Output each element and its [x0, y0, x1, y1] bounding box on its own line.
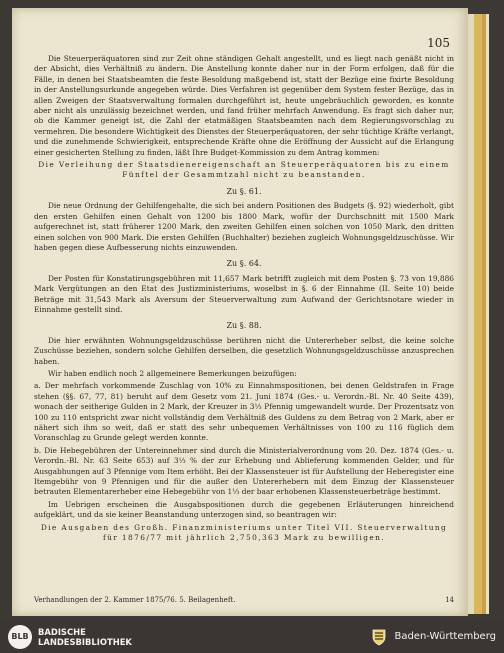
book-binding-edge: [474, 14, 482, 614]
library-name-line2: LANDESBIBLIOTHEK: [38, 636, 132, 647]
remark-list: [34, 381, 454, 497]
library-name-line1: BADISCHE: [38, 626, 86, 637]
remark-item: a. Der mehrfach vorkommende Zuschlag von 10% zu Einnahmspositionen, bei denen Geldstrafen in Frage stehen (§§. 67, 77, 81) beruht auf dem Gesetz vom 21. Juni 1874 (Ges.- u. Verordn.-Bl. Nr. 40 Seite 439), wonach der seitherige Gulden in 2 Mark, der Kreuzer in 3⅓ Pfennig umgewandelt wurde. Der Prozentsatz von 100 zu 110 entspricht zwar nicht vollständig dem Verhältniß des Guldens zu dem Betrag von 2 Mark, aber er nähert sich ihm so weit, daß er statt des sehr unbequemen Verhältnisses von 100 zu 116 füglich dem Voranschlag zu Grunde gelegt werden konnte.: [34, 381, 454, 443]
page-content: [34, 54, 454, 545]
footer-right: 14: [445, 596, 454, 604]
document-page: [12, 8, 468, 616]
section-heading: Zu §. 88.: [226, 321, 262, 331]
page-number: 105: [427, 36, 450, 50]
intro-paragraph: Die Steuerperäquatoren sind zur Zeit ohne ständigen Gehalt angestellt, und es liegt nach genäßt nicht in der Absicht, dies Verhältniß zu ändern. Die Anstellung konnte daher nur in der Form erfolgen, daß für die Fälle, in denen bei Staatsbeamten die feste Besoldung maßgebend ist, statt der Bezüge eine fixirte Besoldung in der Anstellungsurkunde angegeben würde. Dies Verfahren ist gegenüber dem System fester Bezüge, das in allen Zweigen der Staatsverwaltung formalen durchgeführt ist, heute ungebräuchlich geworden, es konnte aber nicht als unzulässig bezeichnet werden, und fand früher mehrfach Anwendung. Es fragt sich daher nur, ob die Kammer geneigt ist, die Zahl der etatmäßigen Staatsbeamten nach dem Regierungsvorschlag zu vermehren. Die besondere Wichtigkeit des Dienstes der Steuerperäquatoren, der sehr tüchtige Kräfte verlangt, und die zunehmende Schwierigkeit, entsprechende Kräfte ohne die Eröffnung der Aussicht auf die Erlangung einer gesicherten Stellung zu finden, läßt Ihre Budget-Kommission zu dem Antrag kommen:: [34, 54, 454, 157]
remark-item: b. Die Hebegebühren der Untereinnehmer sind durch die Ministerialverordnung vom 20. Dez. 1874 (Ges.- u. Verordn.-Bl. Nr. 63 Seite 653) auf 3⅓ % der zur Erhebung und Ablieferung kommenden Gelder, und für Ausgabhungen auf 3 Pfennige vom Item erhöht. Bei der Klassensteuer ist für Aufstellung der Heberegister eine Itemgebühr von 9 Pfennigen und für die außer den Untererhebern mit dem Einzug der Klassensteuer betrauten Elementarerheber eine Hebegebühr von 1⅓ der baar erhobenen Klassensteuerbeträge bestimmt.: [34, 445, 454, 497]
coat-of-arms-icon: [370, 628, 388, 646]
library-name[interactable]: [38, 627, 132, 647]
section-heading: Zu §. 61.: [226, 186, 262, 196]
section-heading: Zu §. 64.: [226, 259, 262, 269]
page-footer: [34, 596, 454, 604]
section-text: Die hier erwähnten Wohnungsgeldzuschüsse berühren nicht die Untererheber selbst, die keine solche Zuschüsse beziehen, sondern solche Gehilfen derselben, die gesetzlich Wohnungsgeldzuschüsse anzusprechen haben.: [34, 335, 454, 366]
section-text: Die neue Ordnung der Gehilfengehalte, die sich bei andern Positionen des Budgets (§. 92) wiederholt, gibt den ersten Gehilfen einen Gehalt von 1200 bis 1800 Mark, wofür der Durchschnitt mit 1500 Mark aufgerechnet ist, statt früherer 1200 Mark, den zweiten Gehilfen einen solchen von 1050 Mark, den dritten einen solchen von 900 Mark. Die ersten Gehilfen (Buchhalter) beziehen zugleich Wohnungsgeldzuschüsse. Wir haben gegen diese Aufbesserung nichts einzuwenden.: [34, 201, 454, 252]
page-edge: [486, 14, 489, 614]
library-banner: [0, 620, 504, 653]
motion-text: Die Verleihung der Staatsdienereigenschaft an Steuerperäquatoren bis zu einem Fünftel der Gesammtzahl nicht zu beanstanden.: [38, 160, 450, 180]
section-text: Der Posten für Konstatirungsgebühren mit 11,657 Mark betrifft zugleich mit dem Posten §. 73 von 19,886 Mark Vergütungen an den Etat des Justizministeriums, woselbst in §. 6 der Einnahme (II. Seite 10) beide Beträge mit 31,543 Mark als Aversum der Steuerverwaltung zum Aufwand der Gerichtsnotare wieder in Einnahme gestellt sind.: [34, 273, 454, 314]
blb-logo-icon[interactable]: BLB: [8, 625, 32, 649]
footer-left: Verhandlungen der 2. Kammer 1875/76. 5. Beilagenheft.: [34, 596, 236, 604]
state-name: Baden-Württemberg: [394, 631, 496, 642]
closing-intro: Wir haben endlich noch 2 allgemeinere Bemerkungen beizufügen:: [48, 368, 297, 378]
final-paragraph: Im Uebrigen erscheinen die Ausgabspositionen durch die gegebenen Erläuterungen hinreichend aufgeklärt, und da sie keiner Beanstandung unterzogen sind, so beantragen wir:: [34, 499, 454, 520]
state-logo-link[interactable]: [370, 628, 496, 646]
final-motion: Die Ausgaben des Großh. Finanzministeriums unter Titel VII. Steuerverwaltung für 1876/77 mit jährlich 2,750,363 Mark zu bewilligen.: [40, 522, 448, 543]
